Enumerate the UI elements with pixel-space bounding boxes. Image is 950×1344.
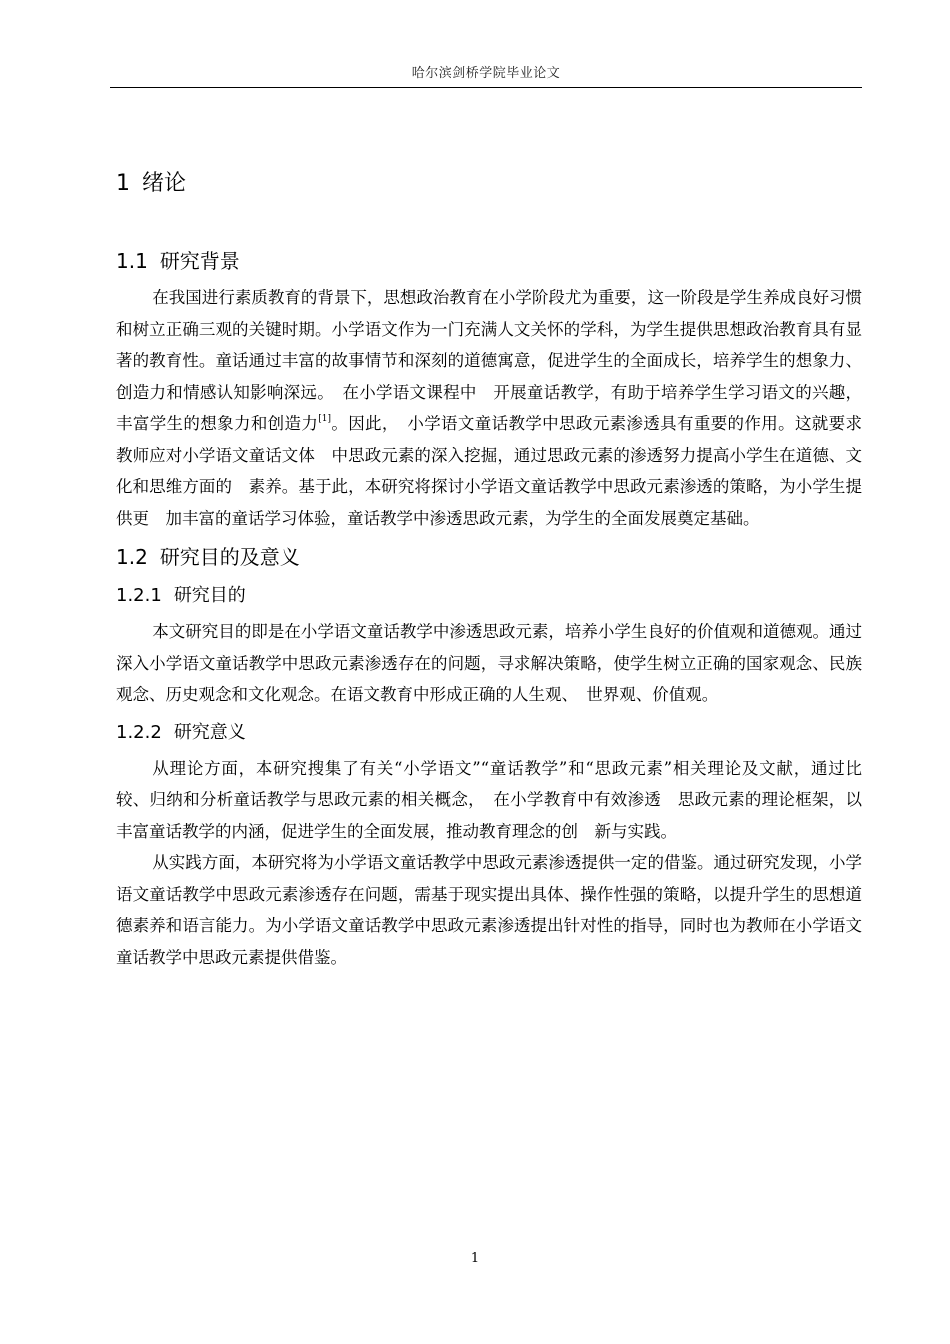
significance-theory-paragraph: 从理论方面，本研究搜集了有关“小学语文”“童话教学”和“思政元素”相关理论及文献，通过比较、归纳和分析童话教学与思政元素的相关概念， 在小学教育中有效渗透 思政元素的理论框架，以丰富童话教学的内涵，促进学生的全面发展，推动教育理念的创 新与实践。 <box>116 758 862 841</box>
subsection-heading-1-2-2 <box>116 717 862 749</box>
page-header: 哈尔滨剑桥学院毕业论文 <box>411 66 561 81</box>
chapter-title: 绪论 <box>142 171 187 196</box>
subsection-title: 研究意义 <box>173 721 246 743</box>
header-divider <box>110 87 862 88</box>
section-title: 研究目的及意义 <box>159 545 300 569</box>
page-number: 1 <box>470 1251 480 1266</box>
section-number: 1.2 <box>116 545 148 569</box>
paragraph-text: 在我国进行素质教育的背景下，思想政治教育在小学阶段尤为重要，这一阶段是学生养成良好习惯和树立正确三观的关键时期。小学语文作为一门充满人文关怀的学科，为学生提供思想政治教育具有显著的教育性。童话通过丰富的故事情节和深刻的道德寓意，促进学生的全面成长，培养学生的想象力、创造力和情感认知影响深远。 在小学语文课程中 开展童话教学，有助于培养学生学习语文的兴趣，丰富学生的想象力和创造力 <box>116 288 862 433</box>
paragraph-text: 。因此， 小学语文童话教学中思政元素渗透具有重要的作用。这就要求教师应对小学语文童话文体 中思政元素的深入挖掘，通过思政元素的渗透努力提高小学生在道德、文化和思维方面的 素养。基于此，本研究将探讨小学语文童话教学中思政元素渗透的策略，为小学生提供更 加丰富的童话学习体验，童话教学中渗透思政元素，为学生的全面发展奠定基础。 <box>116 414 863 528</box>
citation-ref: [1] <box>318 414 331 424</box>
section-heading-1-1 <box>116 244 862 278</box>
significance-practice-paragraph: 从实践方面，本研究将为小学语文童话教学中思政元素渗透提供一定的借鉴。通过研究发现，小学语文童话教学中思政元素渗透存在问题，需基于现实提出具体、操作性强的策略，以提升学生的思想道德素养和语言能力。为小学语文童话教学中思政元素渗透提出针对性的指导，同时也为教师在小学语文童话教学中思政元素提供借鉴。 <box>116 853 862 967</box>
document-body <box>116 160 862 973</box>
subsection-heading-1-2-1 <box>116 580 862 612</box>
subsection-number: 1.2.2 <box>116 721 162 743</box>
section-number: 1.1 <box>116 249 148 273</box>
chapter-number: 1 <box>116 171 130 196</box>
subsection-title: 研究目的 <box>173 585 246 606</box>
chapter-heading <box>116 166 862 202</box>
section-heading-1-2 <box>116 540 862 574</box>
subsection-number: 1.2.1 <box>116 585 162 606</box>
background-paragraph <box>116 282 862 534</box>
purpose-paragraph: 本文研究目的即是在小学语文童话教学中渗透思政元素，培养小学生良好的价值观和道德观。通过深入小学语文童话教学中思政元素渗透存在的问题，寻求解决策略，使学生树立正确的国家观念、民族观念、历史观念和文化观念。在语文教育中形成正确的人生观、 世界观、价值观。 <box>116 622 862 704</box>
section-title: 研究背景 <box>159 249 240 273</box>
